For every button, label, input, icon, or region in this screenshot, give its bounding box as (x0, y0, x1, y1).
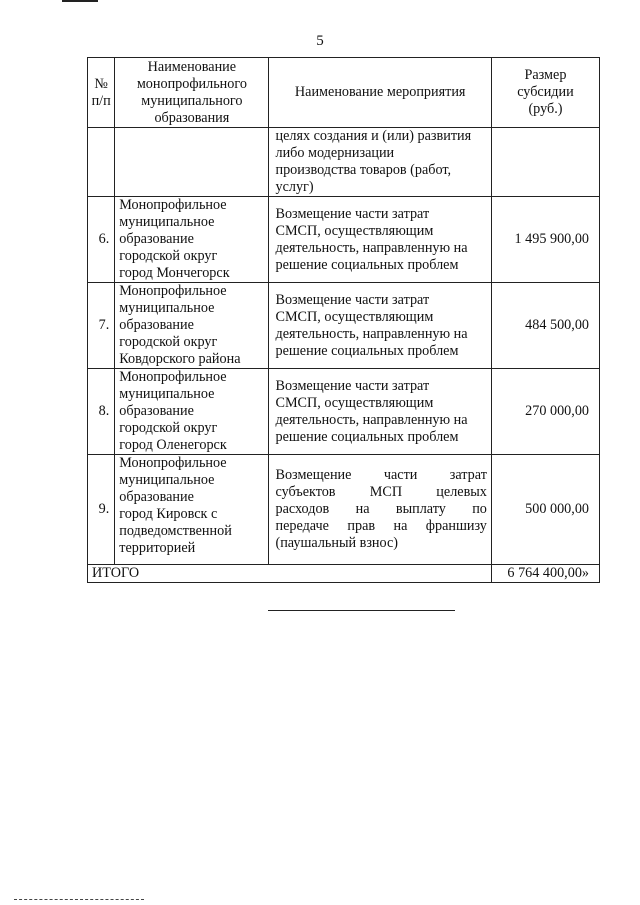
cell-number: 8. (88, 369, 115, 455)
header-activity: Наименование мероприятия (269, 58, 491, 128)
cell-activity: Возмещение части затрат СМСП, осуществляющим деятельность, направленную на решение социальных проблем (269, 369, 491, 455)
bottom-edge-dashes (14, 899, 144, 901)
total-label: ИТОГО (88, 565, 492, 583)
top-edge-mark (62, 0, 98, 2)
cell-activity: Возмещение части затрат СМСП, осуществляющим деятельность, направленную на решение социальных проблем (269, 197, 491, 283)
table-total-row (88, 565, 600, 583)
subsidy-table-container (87, 57, 600, 583)
cell-municipality (115, 128, 269, 197)
cell-municipality: Монопрофильное муниципальное образование городской округ город Оленегорск (115, 369, 269, 455)
cell-amount: 484 500,00 (491, 283, 599, 369)
cell-amount: 500 000,00 (491, 455, 599, 565)
table-row (88, 455, 600, 565)
cell-municipality: Монопрофильное муниципальное образование город Кировск с подведомственной территорией (115, 455, 269, 565)
header-municipality: Наименование монопрофильного муниципального образования (115, 58, 269, 128)
cell-municipality: Монопрофильное муниципальное образование городской округ Ковдорского района (115, 283, 269, 369)
cell-amount: 1 495 900,00 (491, 197, 599, 283)
total-amount: 6 764 400,00» (491, 565, 599, 583)
table-row-continuation (88, 128, 600, 197)
end-of-document-rule (268, 610, 455, 611)
cell-activity: целях создания и (или) развития либо модернизации производства товаров (работ, услуг) (269, 128, 491, 197)
table-row (88, 283, 600, 369)
table-header-row (88, 58, 600, 128)
cell-amount (491, 128, 599, 197)
table-row (88, 197, 600, 283)
cell-activity: Возмещение части затрат СМСП, осуществляющим деятельность, направленную на решение социальных проблем (269, 283, 491, 369)
page-number: 5 (316, 33, 324, 49)
table-row (88, 369, 600, 455)
header-number: № п/п (88, 58, 115, 128)
subsidy-table (87, 57, 600, 583)
cell-number: 9. (88, 455, 115, 565)
cell-number: 7. (88, 283, 115, 369)
cell-activity: Возмещение части затрат субъектов МСП целевых расходов на выплату по передаче прав на франшизу (паушальный взнос) (269, 455, 491, 565)
header-amount: Размер субсидии (руб.) (491, 58, 599, 128)
cell-municipality: Монопрофильное муниципальное образование городской округ город Мончегорск (115, 197, 269, 283)
cell-number (88, 128, 115, 197)
cell-number: 6. (88, 197, 115, 283)
cell-amount: 270 000,00 (491, 369, 599, 455)
